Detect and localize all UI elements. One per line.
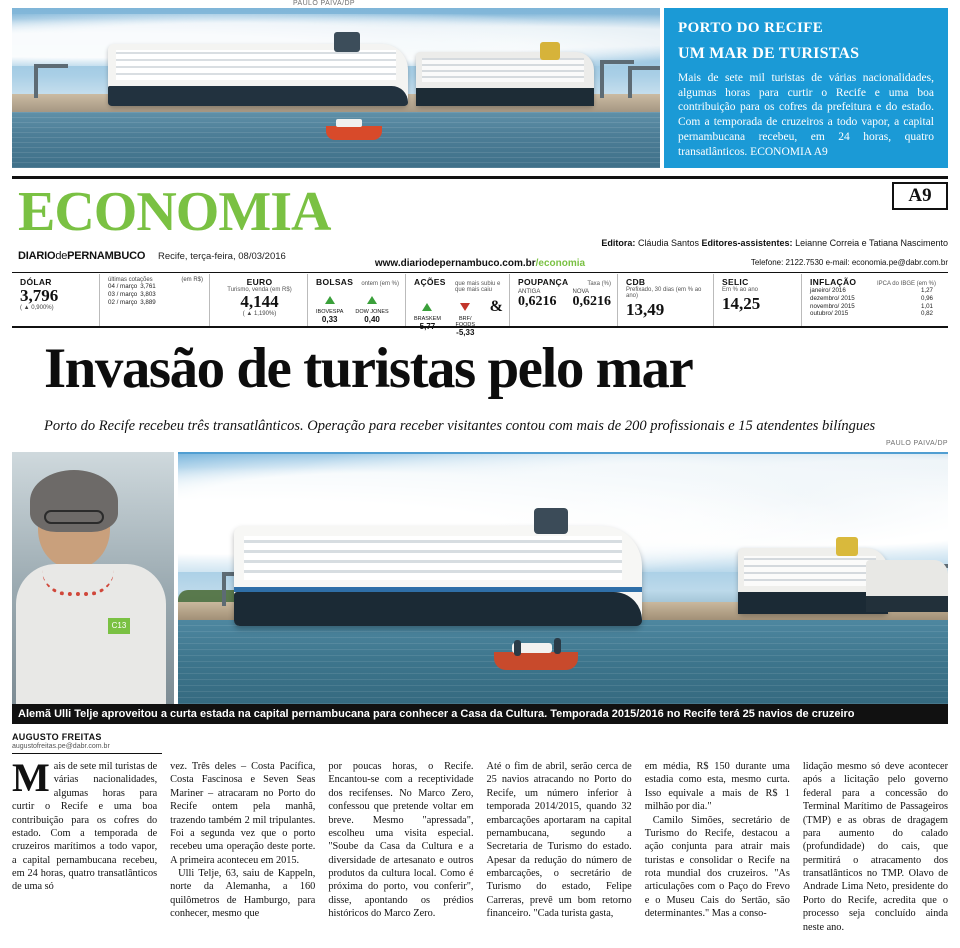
article-body bbox=[12, 755, 949, 942]
indicator-sub: Taxa (%) bbox=[587, 281, 611, 287]
brand-part2: PERNAMBUCO bbox=[67, 250, 146, 262]
top-kicker: PORTO DO RECIFE bbox=[678, 20, 824, 36]
indicator-acoes bbox=[406, 274, 510, 337]
indicator-label: DÓLAR bbox=[20, 277, 52, 287]
table-row bbox=[108, 291, 159, 299]
paragraph: por poucas horas, o Recife. Encantou-se com a receptividade dos recifenses. No Marco Zero, confessou que pretende voltar em breve. Mesmo "apressada", escolheu uma visita especial. "Soube da Casa da Cultura e a diversidade de artesanato e outros produtos da cultura local. Como é próxima do porto, vou conferir", disse, apontando os prédios históricos do Marco Zero. bbox=[328, 761, 474, 920]
article-headline: Invasão de turistas pelo mar bbox=[44, 337, 693, 400]
paragraph: ais de sete mil turistas de várias nacionalidades, algumas horas para curtir o Recife e uma boa contribuição para os cofres do estado. Com a temporada de cruzeiros marítimos a todo vapor, a capital pernambucana recebeu, em 24 horas, quatro transatlânticos de uma só bbox=[12, 761, 158, 893]
quote-value: 3,889 bbox=[140, 298, 156, 306]
glasses-icon bbox=[44, 510, 104, 524]
indicator-label: CDB bbox=[626, 277, 646, 287]
paragraph: Até o fim de abril, serão cerca de 25 navios atracando no Porto do Recife, um número inferior à temporada 2014/2015, quando 32 embarcações aportaram na capital pernambucana, segundo a Secretaria de Turismo do estado. Apesar da redução do número de embarcações, o secretário de Turismo do estado, Felipe Carreras, prevê um bom retorno financeiro. "Cada turista gasta, bbox=[486, 761, 632, 920]
byline-email[interactable]: augustofreitas.pe@dabr.com.br bbox=[12, 743, 110, 750]
poupanca-label: ANTIGA bbox=[518, 289, 541, 295]
paragraph: vez. Três deles – Costa Pacífica, Costa Fascinosa e Seven Seas Mariner – atracaram no Porto do Recife ontem pela manhã, trazendo também 2 mil tripulantes. Foi a segunda vez que o porto recebeu uma operação deste porte. A primeira aconteceu em 2015. bbox=[170, 761, 316, 866]
site-section: /economia bbox=[535, 258, 586, 269]
cruise-ship bbox=[416, 52, 594, 106]
indicator-cdb bbox=[618, 274, 714, 326]
bolsa-item bbox=[316, 291, 343, 324]
indicator-label: AÇÕES bbox=[414, 277, 446, 287]
acao-item bbox=[451, 298, 480, 337]
assistants-label: Editores-assistentes: bbox=[701, 238, 793, 248]
masthead-rule bbox=[12, 176, 948, 179]
article-column bbox=[487, 760, 632, 942]
crane-icon bbox=[600, 60, 604, 98]
shirt-badge: C13 bbox=[108, 618, 130, 634]
top-callout-box bbox=[664, 8, 948, 168]
paragraph: em média, R$ 150 durante uma estadia como esta, mesmo curta. Isso equivale a mais de R$ 1 milhão por dia." bbox=[644, 761, 790, 813]
poupanca-label: NOVA bbox=[572, 289, 590, 295]
poupanca-col bbox=[518, 289, 557, 310]
paragraph: Ulli Telje, 63, saiu de Kappeln, norte da Alemanha, a 160 quilômetros de Hamburgo, para conhecer, mesmo que bbox=[170, 868, 316, 920]
top-title: UM MAR DE TURISTAS bbox=[678, 45, 860, 62]
article-column bbox=[645, 760, 790, 942]
top-photo bbox=[12, 8, 660, 168]
quotes-unit: (em R$) bbox=[181, 277, 203, 283]
person-figure bbox=[514, 640, 521, 656]
poupanca-col bbox=[573, 289, 612, 310]
byline bbox=[12, 732, 162, 754]
small-boat bbox=[494, 652, 578, 670]
table-row bbox=[108, 299, 159, 307]
crane-icon bbox=[628, 66, 632, 98]
editor-name: Cláudia Santos bbox=[637, 238, 699, 248]
bolsa-value: 0,40 bbox=[364, 315, 380, 324]
table-row bbox=[810, 303, 936, 311]
indicator-sub: que mais subiu e que mais caiu bbox=[455, 281, 501, 294]
paragraph: Camilo Simões, secretário de Turismo do Recife, destacou a ação conjunta para atrair mais turistas e consolidar o Recife na rota mundial dos cruzeiros. "As articulações com o Paço do Frevo e o Museu Cais do Sertão, são determinantes." Mas a conso- bbox=[644, 814, 790, 920]
bolsa-label: DOW JONES bbox=[355, 309, 389, 315]
indicator-sub: Em % ao ano bbox=[722, 287, 759, 293]
crane-icon bbox=[222, 572, 226, 606]
section-title: ECONOMIA bbox=[18, 181, 331, 243]
indicator-dolar bbox=[12, 274, 100, 326]
quotes-table bbox=[108, 283, 159, 306]
inflation-table bbox=[810, 287, 936, 318]
indicator-selic bbox=[714, 274, 802, 326]
indicator-value: 3,796 bbox=[20, 286, 59, 305]
bolsa-label: IBOVESPA bbox=[316, 309, 344, 315]
quote-date: 02 / março bbox=[108, 298, 138, 306]
cruise-ship bbox=[234, 526, 642, 626]
crane-icon bbox=[34, 64, 38, 98]
indicator-sub: Prefixado, 30 dias (em % ao ano) bbox=[626, 287, 702, 299]
indicator-dolar-history bbox=[100, 274, 210, 326]
table-row bbox=[810, 287, 936, 295]
indicator-sub: IPCA do IBGE (em %) bbox=[876, 281, 936, 287]
dateline: Recife, terça-feira, 08/03/2016 bbox=[158, 251, 286, 262]
acao-label: BRASKEM bbox=[414, 315, 441, 322]
arrow-up-icon bbox=[367, 296, 377, 304]
person-figure bbox=[554, 638, 561, 654]
indicator-sub: Turismo, venda (em R$) bbox=[227, 287, 292, 293]
bolsa-item bbox=[355, 291, 388, 324]
assistants-names: Leianne Correia e Tatiana Nascimento bbox=[795, 238, 948, 248]
indicator-bolsas bbox=[308, 274, 406, 326]
quote-value: 3,761 bbox=[140, 283, 156, 290]
arrow-up-icon bbox=[325, 296, 335, 304]
inflation-value: 1,27 bbox=[920, 287, 933, 294]
ampersand-glyph: & bbox=[489, 297, 503, 315]
article-column bbox=[170, 760, 315, 942]
quote-value: 3,803 bbox=[140, 290, 156, 298]
cruise-ship bbox=[866, 560, 948, 612]
small-boat bbox=[326, 126, 382, 140]
acao-value: -5,33 bbox=[456, 327, 475, 337]
article-standfirst: Porto do Recife recebeu três transatlânticos. Operação para receber visitantes contou com mais de 200 profissionais e 15 atendentes bilíngues bbox=[44, 418, 876, 434]
inflation-month: dezembro/ 2015 bbox=[810, 294, 855, 302]
main-photo-credit: PAULO PAIVA/DP bbox=[885, 440, 948, 447]
page-folio: A9 bbox=[892, 182, 948, 210]
article-column bbox=[328, 760, 473, 942]
indicator-inflacao bbox=[802, 274, 942, 326]
photo-caption: Alemã Ulli Telje aproveitou a curta estada na capital pernambucana para conhecer a Casa da Cultura. Temporada 2015/2016 no Recife terá 25 navios de cruzeiro bbox=[12, 704, 948, 724]
table-row bbox=[810, 310, 936, 318]
inflation-value: 0,82 bbox=[920, 310, 933, 318]
indicator-value: 13,49 bbox=[626, 300, 665, 319]
drop-cap: M bbox=[12, 755, 50, 800]
top-text: Mais de sete mil turistas de várias nacionalidades, algumas horas para curtir o Recife e uma boa contribuição para os cofres da prefeitura e do estado. Com a temporada de cruzeiros a todo vapor, a capital pernambucana recebeu, em 24 horas, quatro transatlânticos. ECONOMIA A9 bbox=[678, 72, 934, 158]
tourist-portrait-photo bbox=[12, 452, 174, 704]
indicator-label: INFLAÇÃO bbox=[810, 277, 857, 287]
indicator-poupanca bbox=[510, 274, 618, 326]
masthead-rule-2 bbox=[12, 272, 948, 273]
indicator-note: ( ▲ 0,900%) bbox=[20, 304, 54, 311]
quote-date: 03 / março bbox=[108, 290, 138, 298]
contact-line: Telefone: 2122.7530 e-mail: economia.pe@dabr.com.br bbox=[750, 258, 948, 267]
table-row bbox=[108, 283, 159, 291]
poupanca-value: 0,6216 bbox=[518, 294, 557, 309]
table-row bbox=[810, 295, 936, 303]
indicator-sub: ontem (em %) bbox=[361, 281, 399, 287]
inflation-value: 0,96 bbox=[920, 294, 933, 302]
quotes-label: últimas cotações bbox=[108, 277, 153, 283]
indicator-label: SELIC bbox=[722, 277, 749, 287]
paragraph: lidação mesmo só deve acontecer após a licitação pelo governo federal para a concessão do Terminal Marítimo de Passageiros (TMP) e as obras de dragagem para aumento do calado (profundidade) do cais, que permitirá o atracamento dos transatlânticos no TMP. Olavo de Andrade Lima Neto, presidente do Porto do Recife, acredita que o processo seja concluído ainda neste ano. bbox=[802, 761, 949, 933]
inflation-month: janeiro/ 2016 bbox=[810, 287, 846, 294]
byline-name: AUGUSTO FREITAS bbox=[12, 732, 102, 742]
brand-part1: DIARIO bbox=[18, 250, 56, 262]
indicator-note: ( ▲ 1,190%) bbox=[242, 310, 277, 317]
arrow-down-icon bbox=[460, 303, 470, 311]
indicator-label: BOLSAS bbox=[316, 277, 354, 287]
poupanca-value: 0,6216 bbox=[572, 294, 611, 309]
article-column bbox=[12, 755, 158, 942]
market-indicators-strip bbox=[12, 274, 948, 337]
indicator-euro bbox=[210, 274, 308, 326]
main-photo bbox=[12, 452, 948, 704]
acao-item bbox=[414, 298, 441, 331]
site-domain: www.diariodepernambuco.com.br bbox=[374, 258, 536, 269]
inflation-value: 1,01 bbox=[920, 302, 933, 310]
indicator-value: 14,25 bbox=[722, 294, 761, 313]
cruise-ship bbox=[108, 44, 408, 106]
inflation-month: novembro/ 2015 bbox=[810, 302, 855, 310]
indicator-value: 4,144 bbox=[240, 292, 279, 311]
top-photo-credit: PAULO PAIVA/DP bbox=[292, 0, 355, 7]
indicator-label: EURO bbox=[246, 277, 273, 287]
harbour-photo bbox=[178, 452, 948, 704]
acao-value: 5,77 bbox=[419, 321, 436, 331]
top-banner bbox=[0, 0, 960, 172]
quote-date: 04 / março bbox=[108, 283, 138, 290]
inflation-month: outubro/ 2015 bbox=[810, 310, 849, 318]
editors-credit bbox=[601, 238, 948, 248]
bolsa-value: 0,33 bbox=[321, 315, 338, 324]
acao-label: BRF/ FOODS bbox=[455, 315, 476, 328]
article-column bbox=[803, 760, 948, 942]
editor-label: Editora: bbox=[601, 238, 636, 248]
arrow-up-icon bbox=[422, 303, 432, 311]
brand-part-de: de bbox=[55, 250, 68, 262]
indicator-label: POUPANÇA bbox=[518, 277, 569, 287]
